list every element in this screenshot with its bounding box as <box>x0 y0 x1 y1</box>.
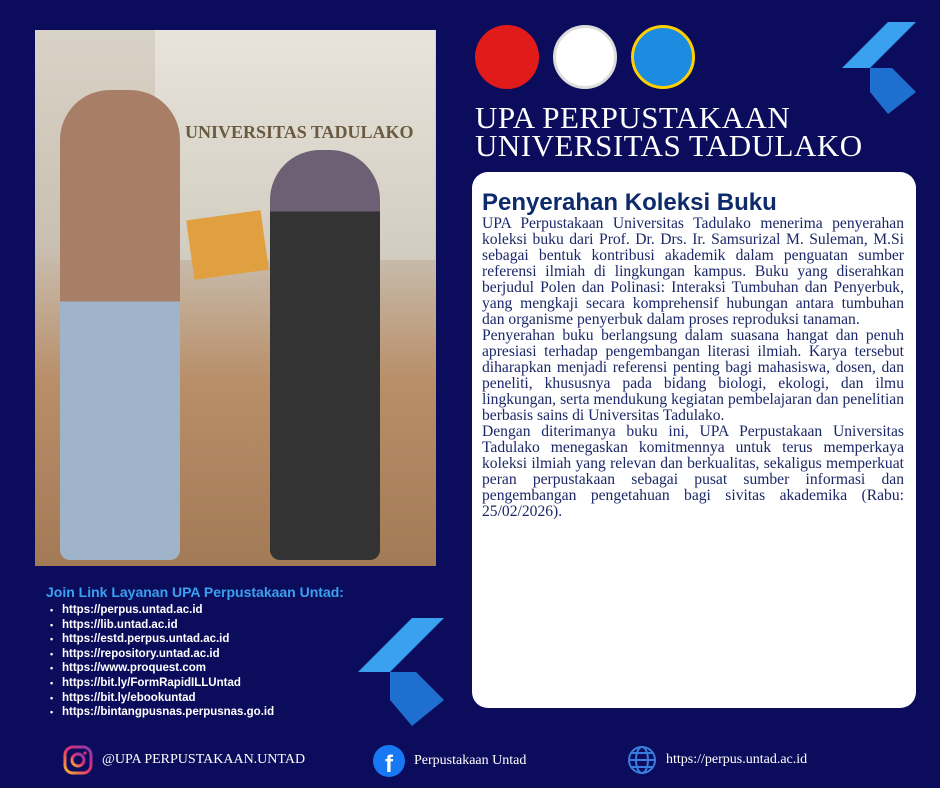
diktisaintek-logo <box>631 25 695 89</box>
links-heading: Join Link Layanan UPA Perpustakaan Untad: <box>46 584 344 600</box>
link-item[interactable]: • https://estd.perpus.untad.ac.id <box>46 632 344 647</box>
article-paragraph: Dengan diterimanya buku ini, UPA Perpustakaan Universitas Tadulako menegaskan komitmennya untuk terus memperkaya koleksi ilmiah yang relevan dan berkualitas, sekaligus memperkuat peran perpustakaan sebagai pusat sumber informasi dan pengembangan pengetahuan bagi sivitas akademika (Rabu: 25/02/2026). <box>482 423 904 520</box>
service-links <box>46 584 344 720</box>
article-heading: Penyerahan Koleksi Buku <box>482 189 777 216</box>
photo-sign: UNIVERSITAS TADULAKO <box>185 122 414 142</box>
photo-person-left <box>60 90 180 560</box>
article-card <box>472 172 916 708</box>
logo-row <box>475 25 695 89</box>
instagram-handle: @UPA PERPUSTAKAAN.UNTAD <box>102 752 306 767</box>
link-item[interactable]: • https://perpus.untad.ac.id <box>46 603 344 618</box>
photo-person-right <box>270 150 380 560</box>
globe-icon <box>626 744 658 776</box>
article-paragraph: Penyerahan buku berlangsung dalam suasana hangat dan penuh apresiasi terhadap pengembangan literasi ilmiah. Karya tersebut diharapkan menjadi referensi penting bagi mahasiswa, dosen, dan peneliti, khususnya pada bidang biologi, ekologi, dan ilmu lingkungan, serta mendukung kegiatan pembelajaran dan penelitian berbasis sains di Universitas Tadulako. <box>482 327 904 424</box>
svg-text:f: f <box>385 751 393 778</box>
website-url: https://perpus.untad.ac.id <box>666 752 808 767</box>
link-item[interactable]: • https://bit.ly/FormRapidILLUntad <box>46 676 344 691</box>
website-contact[interactable] <box>626 744 807 776</box>
facebook-icon <box>372 744 406 778</box>
instagram-icon <box>62 744 94 776</box>
title-line-1: UPA PERPUSTAKAAN <box>475 100 791 135</box>
link-item[interactable]: • https://repository.untad.ac.id <box>46 647 344 662</box>
flutter-shape-middle <box>358 618 446 726</box>
flutter-shape-top <box>842 22 917 114</box>
photo-book <box>186 210 269 280</box>
instagram-contact[interactable] <box>62 744 305 776</box>
facebook-contact[interactable] <box>372 744 526 778</box>
link-item[interactable]: • https://bintangpusnas.perpusnas.go.id <box>46 705 344 720</box>
page-title <box>475 100 863 163</box>
article-paragraph: UPA Perpustakaan Universitas Tadulako menerima penyerahan koleksi buku dari Prof. Dr. Drs. Ir. Samsurizal M. Suleman, M.Si sebagai bentuk kontribusi akademik dalam penguatan sumber referensi ilmiah di lingkungan kampus. Buku yang diserahkan berjudul Polen dan Polinasi: Interaksi Tumbuhan dan Penyerbuk, yang mengkaji secara komprehensif hubungan antara tumbuhan dan organisme penyerbuk dalam proses reproduksi tanaman. <box>482 215 904 328</box>
title-line-2: UNIVERSITAS TADULAKO <box>475 128 863 163</box>
link-item[interactable]: • https://bit.ly/ebookuntad <box>46 691 344 706</box>
untad-logo <box>475 25 539 89</box>
perpustakaan-logo <box>553 25 617 89</box>
footer <box>0 744 940 778</box>
handover-photo <box>35 30 436 566</box>
facebook-name: Perpustakaan Untad <box>414 753 527 768</box>
link-item[interactable]: • https://lib.untad.ac.id <box>46 618 344 633</box>
link-item[interactable]: • https://www.proquest.com <box>46 661 344 676</box>
